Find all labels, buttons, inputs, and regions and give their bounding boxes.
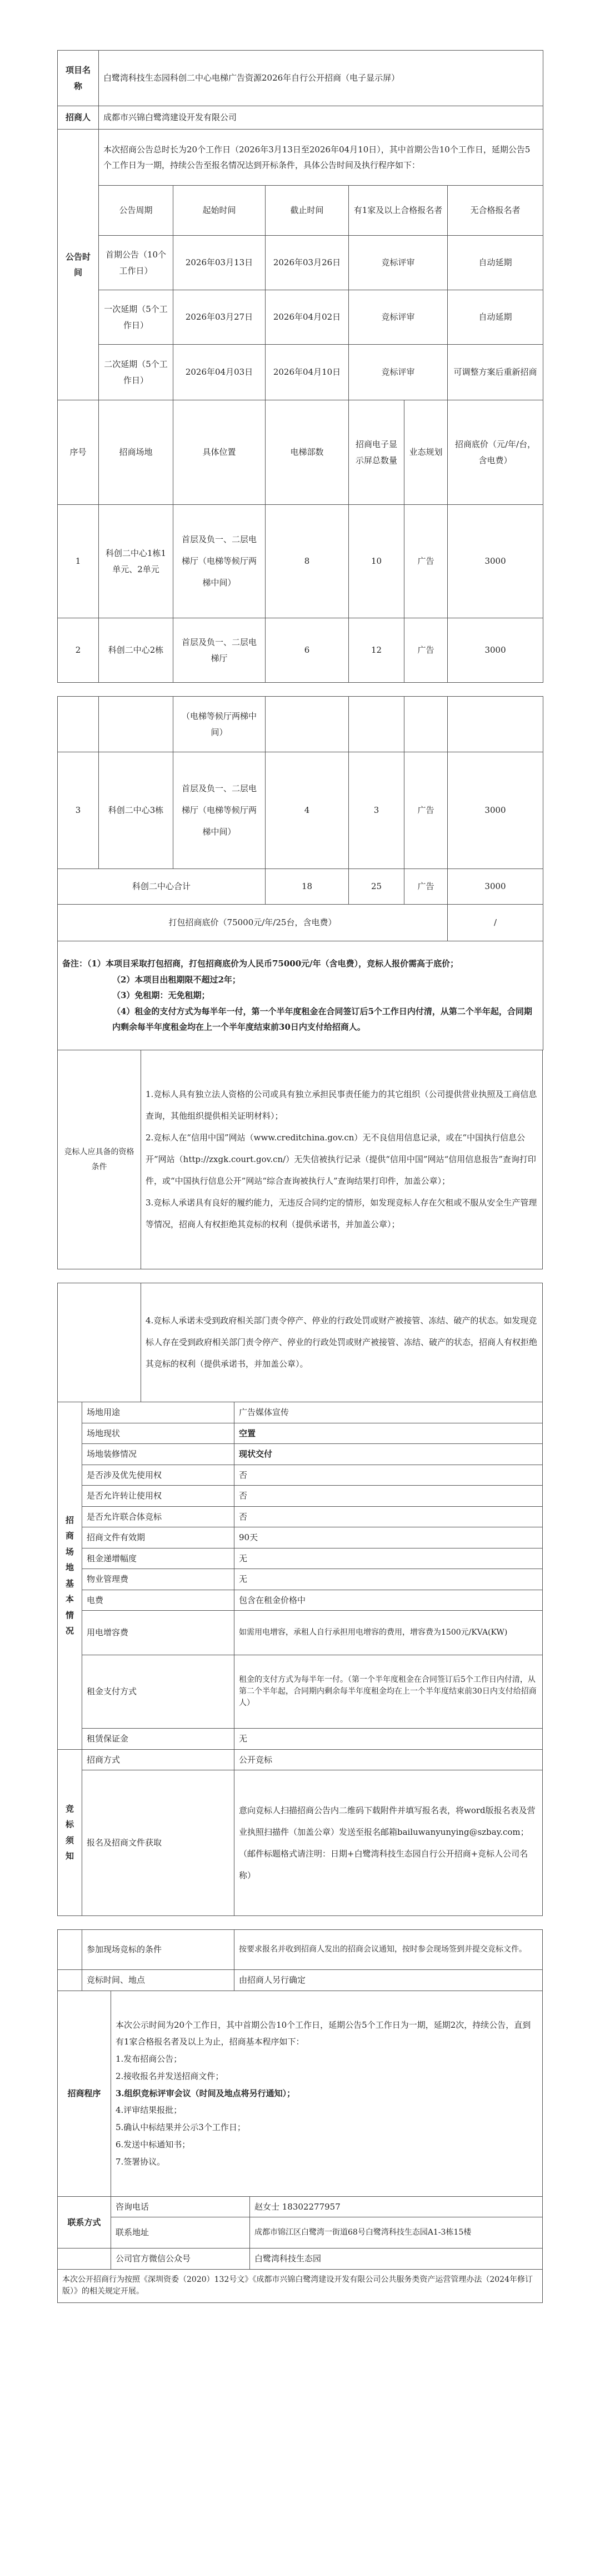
- basic-key: 租金递增幅度: [82, 1548, 234, 1569]
- basic-table: [57, 1402, 543, 1750]
- note-line: 备注：（1）本项目采取打包招商，打包招商底价为人民币75000元/年（含电费），竞标人报价需高于底价；: [62, 959, 459, 969]
- bidding-key: 报名及招商文件获取: [82, 1770, 234, 1916]
- site-location-cont: （电梯等候厅两梯中间）: [173, 697, 266, 752]
- page-gap: [57, 1916, 543, 1929]
- basic-key: 用电增容费: [82, 1611, 234, 1655]
- basic-key: 是否允许转让使用权: [82, 1486, 234, 1507]
- basic-key: 是否涉及优先使用权: [82, 1465, 234, 1486]
- site-name: 科创二中心2栋: [99, 618, 173, 683]
- site-price: 3000: [448, 618, 543, 683]
- note-line: （4）租金的支付方式为每半年一付，第一个半年度租金在合同签订后5个工作日内付清，从第二个半年起，合同期内剩余每半年度租金均在上一个半年度结束前30日内支付给招商人。: [112, 1006, 532, 1033]
- basic-key: 场地用途: [82, 1402, 234, 1423]
- merchant-name: 成都市兴锦白鹭湾建设开发有限公司: [99, 106, 543, 130]
- site-no: 1: [58, 505, 99, 618]
- contact-phone: 赵女士 18302277957: [250, 2196, 543, 2217]
- period-cell: 2026年03月13日: [173, 236, 266, 290]
- site-location: 首层及负一、二层电梯厅: [173, 618, 266, 683]
- main-table: [57, 50, 543, 683]
- merchant-label: 招商人: [58, 106, 99, 130]
- site-header: 具体位置: [173, 400, 266, 505]
- bidding-value: 由招商人另行确定: [234, 1970, 543, 1991]
- bidding-label: 竞标须知: [58, 1749, 82, 1916]
- qualification-item: 1.竞标人具有独立法人资格的公司或具有独立承担民事责任能力的其它组织（公司提供营业执照及工商信息查询，其他组织提供相关证明材料）；: [146, 1089, 537, 1121]
- period-header: 有1家及以上合格报名者: [349, 186, 448, 236]
- basic-key: 电费: [82, 1590, 234, 1611]
- contact-key: 咨询电话: [111, 2196, 250, 2217]
- site-location: 首层及负一、二层电梯厅（电梯等候厅两梯中间）: [173, 505, 266, 618]
- site-header: 招商场地: [99, 400, 173, 505]
- period-header: 无合格报名者: [448, 186, 543, 236]
- site-screens: 10: [349, 505, 404, 618]
- period-cell: 2026年03月27日: [173, 290, 266, 345]
- site-format: 广告: [404, 505, 448, 618]
- bidding-table-continued: [57, 1929, 543, 1991]
- contact-key: 公司官方微信公众号: [111, 2249, 250, 2270]
- package-price-value: /: [448, 905, 543, 941]
- total-price: 3000: [448, 869, 543, 905]
- basic-key: 物业管理费: [82, 1569, 234, 1590]
- total-elevators: 18: [266, 869, 349, 905]
- contact-key: 联系地址: [111, 2217, 250, 2249]
- basic-key: 场地现状: [82, 1423, 234, 1444]
- basic-label: 招商场地基本情况: [58, 1402, 82, 1750]
- note-line: （3）免租期：无免租期；: [112, 990, 210, 1001]
- total-format: 广告: [404, 869, 448, 905]
- page-gap: [57, 1269, 543, 1283]
- site-header: 招商底价（元/年/台，含电费）: [448, 400, 543, 505]
- site-no: 2: [58, 618, 99, 683]
- period-cell: 竞标评审: [349, 236, 448, 290]
- note-line: （2）本项目出租期限不超过2年；: [112, 974, 241, 985]
- period-cell: 竞标评审: [349, 290, 448, 345]
- bidding-table: [57, 1749, 543, 1917]
- period-cell: 2026年03月26日: [266, 236, 349, 290]
- basic-value: 包含在租金价格中: [234, 1590, 543, 1611]
- site-header: 招商电子显示屏总数量: [349, 400, 404, 505]
- basic-value: 无: [234, 1729, 543, 1750]
- site-table-continued: [57, 696, 543, 1050]
- qualification-body: [141, 1050, 543, 1269]
- basic-key: 租赁保证金: [82, 1729, 234, 1750]
- site-format: 广告: [404, 618, 448, 683]
- procedure-step: 1.发布招商公告；: [116, 2054, 182, 2064]
- site-elevators: 6: [266, 618, 349, 683]
- site-no: 3: [58, 752, 99, 869]
- period-cell: 竞标评审: [349, 345, 448, 400]
- basic-value: 无: [234, 1569, 543, 1590]
- site-location: 首层及负一、二层电梯厅（电梯等候厅两梯中间）: [173, 752, 266, 869]
- period-cell: 可调整方案后重新招商: [448, 345, 543, 400]
- basic-key: 租金支付方式: [82, 1655, 234, 1729]
- site-elevators: 4: [266, 752, 349, 869]
- qualification-item: 2.竞标人在“信用中国”网站（www.creditchina.gov.cn）无不良信用信息记录，或在“中国执行信息公开”网站（http://zxgk.court.gov.cn/）无失信被执行记录（提供“信用中国”网站“信用信息报告”查询打印件，或“中国执行信息公开”网站“综合查询被执行人”查询结果打印件，加盖公章）；: [146, 1133, 536, 1186]
- period-header: 截止时间: [266, 186, 349, 236]
- period-header: 公告周期: [99, 186, 173, 236]
- procedure-step: 4.评审结果报批；: [116, 2105, 182, 2116]
- period-label: 公告时间: [58, 130, 99, 400]
- period-cell: 一次延期（5个工作日）: [99, 290, 173, 345]
- period-cell: 自动延期: [448, 290, 543, 345]
- site-screens: 12: [349, 618, 404, 683]
- basic-value: 无: [234, 1548, 543, 1569]
- qualification-table-continued: [57, 1283, 543, 1402]
- site-price: 3000: [448, 752, 543, 869]
- qualification-table: [57, 1050, 543, 1269]
- site-header: 业态规划: [404, 400, 448, 505]
- basic-value: 空置: [234, 1423, 543, 1444]
- bidding-value: 意向竞标人扫描招商公告内二维码下载附件并填写报名表，将word版报名表及营业执照扫描件（加盖公章）发送至报名邮箱bailuwanyunying@szbay.com；（邮件标题格式请注明：日期+白鹭湾科技生态园自行公开招商+竞标人公司名称）: [234, 1770, 543, 1916]
- bidding-key: 招商方式: [82, 1749, 234, 1770]
- project-name: 白鹭湾科技生态园科创二中心电梯广告资源2026年自行公开招商（电子显示屏）: [99, 51, 543, 106]
- page-gap: [57, 683, 543, 696]
- procedure-step: 2.接收报名并发送招商文件；: [116, 2071, 224, 2081]
- qualification-item: 3.竞标人承诺具有良好的履约能力，无违反合同约定的情形，如发现竞标人存在欠租或不服从安全生产管理等情况，招商人有权拒绝其竞标的权利（提供承诺书，并加盖公章）；: [146, 1198, 537, 1229]
- basic-value: 如需用电增容，承租人自行承担用电增容的费用，增容费为1500元/KVA(KW): [234, 1611, 543, 1655]
- bidding-value: 按要求报名并收到招商人发出的招商会议通知，按时参会现场签到并提交竞标文件。: [234, 1930, 543, 1970]
- contact-address: 成都市锦江区白鹭湾一街道68号白鹭湾科技生态园A1-3栋15楼: [250, 2217, 543, 2249]
- period-cell: 2026年04月02日: [266, 290, 349, 345]
- project-name-label: 项目名称: [58, 51, 99, 106]
- procedure-step: 7.签署协议。: [116, 2156, 166, 2167]
- period-cell: 2026年04月10日: [266, 345, 349, 400]
- bidding-key: 竞标时间、地点: [82, 1970, 234, 1991]
- basic-key: 招商文件有效期: [82, 1527, 234, 1548]
- period-cell: 二次延期（5个工作日）: [99, 345, 173, 400]
- period-cell: 首期公告（10个工作日）: [99, 236, 173, 290]
- procedure-table: [57, 1991, 543, 2197]
- period-header: 起始时间: [173, 186, 266, 236]
- contact-wechat: 白鹭湾科技生态园: [250, 2249, 543, 2270]
- announcement-document: [57, 50, 543, 2303]
- site-header: 序号: [58, 400, 99, 505]
- basic-value: 否: [234, 1465, 543, 1486]
- site-name: 科创二中心3栋: [99, 752, 173, 869]
- procedure-step: 6.发送中标通知书；: [116, 2139, 191, 2150]
- site-price: 3000: [448, 505, 543, 618]
- basic-value: 租金的支付方式为每半年一付。（第一个半年度租金在合同签订后5个工作日内付清，从第二个半年起，合同期内剩余每半年度租金均在上一个半年度结束前30日内支付给招商人）: [234, 1655, 543, 1729]
- procedure-step: 3.组织竞标评审会议（时间及地点将另行通知）；: [116, 2088, 296, 2098]
- basic-value: 90天: [234, 1527, 543, 1548]
- package-price-label: 打包招商底价（75000元/年/25台，含电费）: [58, 905, 448, 941]
- procedure-body: [111, 1991, 543, 2196]
- site-elevators: 8: [266, 505, 349, 618]
- procedure-label: 招商程序: [58, 1991, 111, 2196]
- notes: [58, 941, 543, 1050]
- contact-table: [57, 2196, 543, 2303]
- basic-value: 广告媒体宣传: [234, 1402, 543, 1423]
- total-label: 科创二中心合计: [58, 869, 266, 905]
- site-screens: 3: [349, 752, 404, 869]
- bidding-value: 公开竞标: [234, 1749, 543, 1770]
- procedure-step: 5.确认中标结果并公示3个工作日；: [116, 2122, 246, 2133]
- period-cell: 自动延期: [448, 236, 543, 290]
- site-name: 科创二中心1栋1单元、2单元: [99, 505, 173, 618]
- site-format: 广告: [404, 752, 448, 869]
- footer-note: 本次公开招商行为按照《深圳资委（2020）132号文》《成都市兴锦白鹭湾建设开发有限公司公共服务类资产运营管理办法（2024年修订版）》的相关规定开展。: [58, 2269, 543, 2302]
- total-screens: 25: [349, 869, 404, 905]
- basic-value: 现状交付: [234, 1444, 543, 1465]
- basic-value: 否: [234, 1486, 543, 1507]
- bidding-key: 参加现场竞标的条件: [82, 1930, 234, 1970]
- qualification-label: 竞标人应具备的资格条件: [58, 1050, 141, 1269]
- basic-value: 否: [234, 1506, 543, 1527]
- period-intro: 本次招商公告总时长为20个工作日（2026年3月13日至2026年04月10日），其中首期公告10个工作日，延期公告5个工作日为一期，持续公告至报名情况达到开标条件，具体公告时间及执行程序如下：: [99, 130, 543, 186]
- qualification-item: 4.竞标人承诺未受到政府相关部门责令停产、停业的行政处罚或财产被接管、冻结、破产的状态。如发现竞标人存在受到政府相关部门责令停产、停业的行政处罚或财产被接管、冻结、破产的状态，招商人有权拒绝其竞标的权利（提供承诺书，并加盖公章）。: [141, 1283, 543, 1402]
- site-header: 电梯部数: [266, 400, 349, 505]
- procedure-intro: 本次公示时间为20个工作日，其中首期公告10个工作日，延期公告5个工作日为一期，延期2次，持续公告，直到有1家合格报名者及以上为止，招商基本程序如下：: [116, 2019, 531, 2047]
- contact-label: 联系方式: [58, 2196, 111, 2249]
- period-cell: 2026年04月03日: [173, 345, 266, 400]
- basic-key: 是否允许联合体竞标: [82, 1506, 234, 1527]
- basic-key: 场地装修情况: [82, 1444, 234, 1465]
